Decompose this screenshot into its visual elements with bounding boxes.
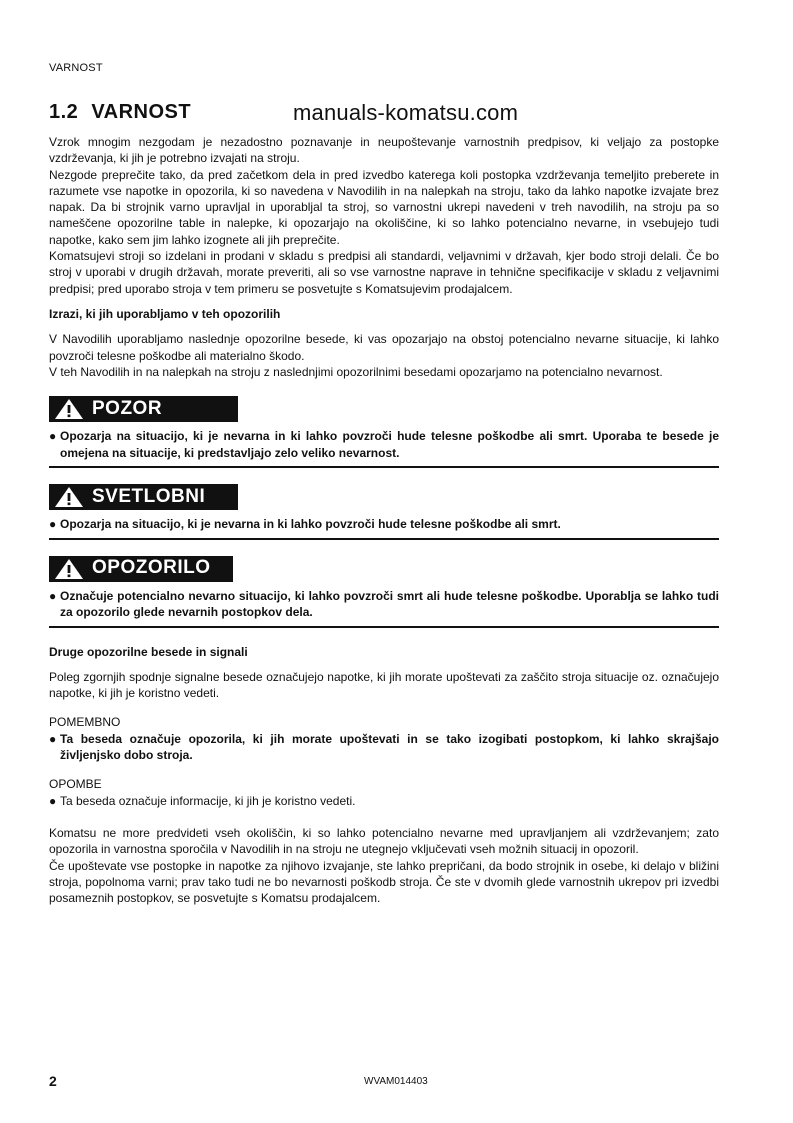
signal-word-label bbox=[49, 396, 238, 422]
signal-word-label bbox=[49, 556, 233, 582]
intro-paragraph: Nezgode preprečite tako, da pred začetkom dela in pred izvedbo katerega koli postopka vzdrževanja temeljito preberete in razumete vse napotke in opozorila, ki so navedena v Navodilih in na nalepkah na stroju, tako da lahko napotke izvajate brez napak. Da bi strojnik varno upravljal in uporabljal ta stroj, so varnostni ukrepi navedeni v treh navodilih, na stroju pa so nameščene opozorilne table in nalepke, ki opozarjajo na okoliščine, ki so lahko potencialno nevarne, in vsebujejo tudi napotke, kako sem jim lahko izognete ali jih preprečite. bbox=[49, 167, 719, 247]
warning-triangle-icon bbox=[54, 558, 84, 580]
closing-paragraph: Komatsu ne more predvideti vseh okoliščin, ki so lahko potencialno nevarne med upravljanjem ali vzdrževanjem; zato opozorila in varnostna sporočila v Navodilih in na stroju ne utegnejo vključevati vseh možnih situacij in opozoril. bbox=[49, 825, 719, 857]
signal-word-text: POZOR bbox=[92, 398, 163, 419]
warning-block-pozor bbox=[49, 396, 719, 468]
warning-block-opozorilo bbox=[49, 556, 719, 628]
watermark: manuals-komatsu.com bbox=[293, 100, 519, 125]
expressions-paragraph: V Navodilih uporabljamo naslednje opozorilne besede, ki vas opozarjajo na obstoj potencialno nevarne situacije, ki lahko povzroči telesne poškodbe ali materialno škodo. bbox=[49, 332, 719, 363]
bullet-icon: ● bbox=[49, 731, 57, 746]
bullet-icon: ● bbox=[49, 588, 57, 603]
warning-triangle-icon bbox=[54, 398, 84, 420]
section-title-text: VARNOST bbox=[91, 101, 192, 123]
opombe-label: OPOMBE bbox=[49, 777, 102, 792]
signal-word-description bbox=[49, 428, 719, 468]
bullet-icon: ● bbox=[49, 793, 57, 808]
pomembno-text: Ta beseda označuje opozorila, ki jih morate upoštevati in se tako izogibati postopkom, ki lahko skrajšajo življenjsko dobo stroja. bbox=[60, 731, 719, 763]
signal-word-description-text: Opozarja na situacijo, ki je nevarna in ki lahko povzroči hude telesne poškodbe ali smrt. bbox=[60, 517, 561, 532]
signal-word-description bbox=[49, 588, 719, 628]
document-code: WVAM014403 bbox=[364, 1076, 428, 1087]
signal-word-text: OPOZORILO bbox=[92, 557, 211, 579]
other-signals-paragraph: Poleg zgornjih spodnje signalne besede označujejo napotke, ki jih morate upoštevati za zaščito stroja situacije oz. označujejo napotke, ki jih je koristno vedeti. bbox=[49, 669, 719, 701]
warning-triangle-icon bbox=[54, 486, 84, 508]
section-number: 1.2 bbox=[49, 101, 79, 123]
expressions-paragraph: V teh Navodilih in na nalepkah na stroju z naslednjimi opozorilnimi besedami opozarjamo na potencialno nevarnost. bbox=[49, 364, 663, 379]
expressions-heading: Izrazi, ki jih uporabljamo v teh opozorilih bbox=[49, 306, 281, 321]
opombe-text: Ta beseda označuje informacije, ki jih je koristno vedeti. bbox=[60, 793, 356, 808]
closing-paragraph: Če upoštevate vse postopke in napotke za njihovo izvajanje, ste lahko prepričani, da bodo strojnik in osebe, ki delajo v bližini stroja, popolnoma varni; prav tako tudi ne bo nevarnosti poškodb stroja. Če ste v dvomih glede varnostnih ukrepov pri izvedbi posameznih postopkov, se posvetujte s Komatsu prodajalcem. bbox=[49, 858, 719, 906]
page-number: 2 bbox=[49, 1073, 57, 1089]
bullet-icon: ● bbox=[49, 429, 57, 444]
pomembno-item bbox=[49, 731, 719, 764]
signal-word-description-text: Opozarja na situacijo, ki je nevarna in ki lahko povzroči hude telesne poškodbe ali smrt. Uporaba te besede je omejena na situacije, ki predstavljajo zelo veliko nevarnost. bbox=[60, 429, 719, 460]
signal-word-label bbox=[49, 484, 238, 510]
page-content bbox=[49, 134, 719, 906]
bullet-icon: ● bbox=[49, 517, 57, 532]
signal-word-text: SVETLOBNI bbox=[92, 485, 206, 507]
other-signals-heading: Druge opozorilne besede in signali bbox=[49, 644, 248, 659]
pomembno-label: POMEMBNO bbox=[49, 715, 121, 730]
signal-word-description bbox=[49, 516, 719, 539]
running-header: VARNOST bbox=[49, 62, 103, 74]
intro-paragraph: Vzrok mnogim nezgodam je nezadostno poznavanje in neupoštevanje varnostnih predpisov, ki veljajo za postopke vzdrževanja, ki jih je potrebno izvajati na stroju. bbox=[49, 135, 719, 166]
section-title bbox=[49, 101, 191, 124]
signal-word-description-text: Označuje potencialno nevarno situacijo, ki lahko povzroči smrt ali hude telesne poškodbe. Uporablja se lahko tudi za opozorilo glede nevarnih postopkov dela. bbox=[60, 588, 719, 620]
intro-paragraph: Komatsujevi stroji so izdelani in prodani v skladu s predpisi ali standardi, veljavnimi v državah, kjer bodo stroji delali. Če bo stroj v uporabi v drugih državah, morate preveriti, ali so vse varnostne naprave in tehnične specifikacije v skladu z veljavnimi predpisi; pred uporabo stroja v tem primeru se posvetujte s Komatsujevim prodajalcem. bbox=[49, 249, 719, 296]
warning-block-svetlobni bbox=[49, 484, 719, 540]
opombe-item bbox=[49, 793, 719, 809]
